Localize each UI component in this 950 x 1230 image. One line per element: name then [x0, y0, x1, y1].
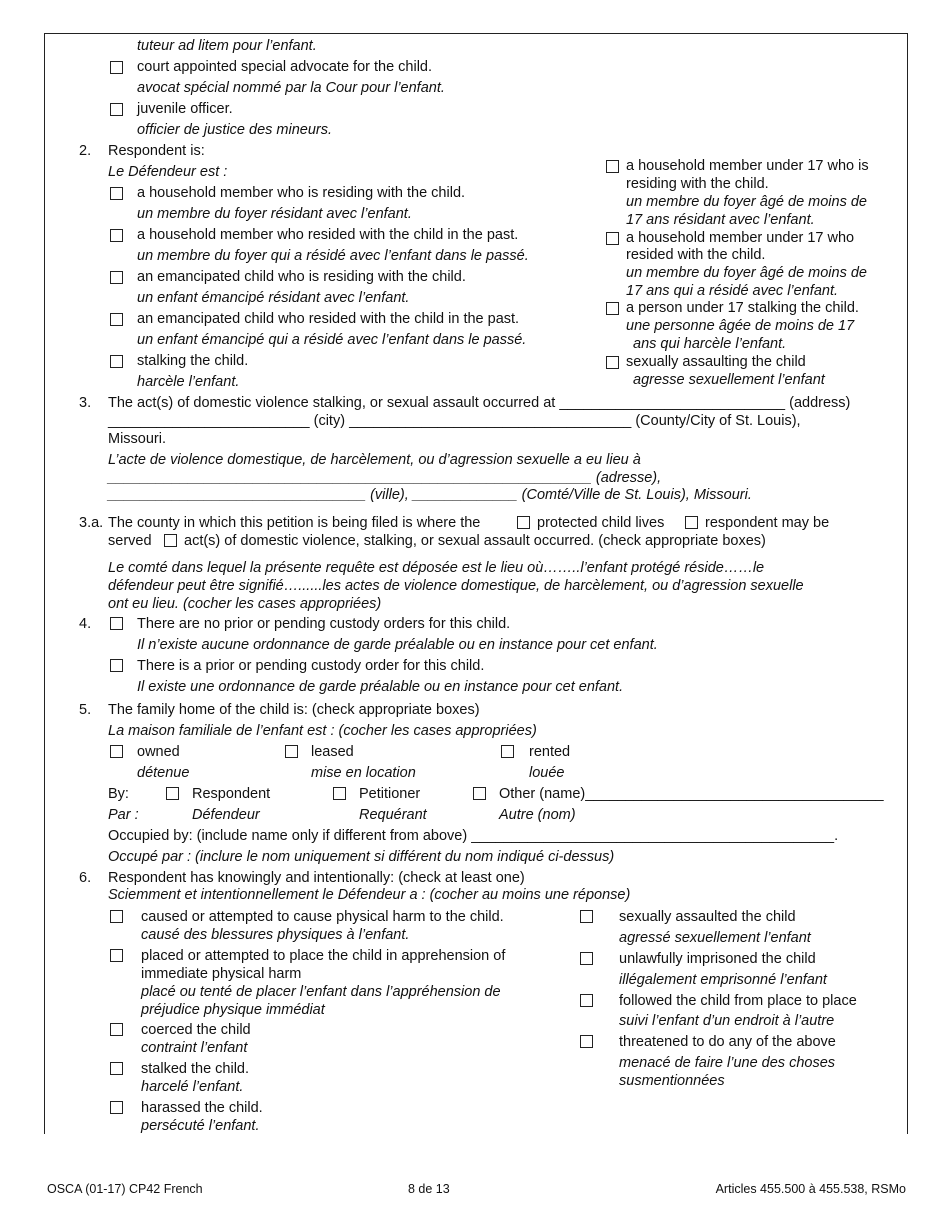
footer-statute: Articles 455.500 à 455.538, RSMo	[715, 1182, 906, 1196]
leased-label: leased	[311, 744, 354, 760]
custody-order-label-fr: Il existe une ordonnance de garde préalable ou en instance pour cet enfant.	[137, 679, 624, 695]
protected-child-lives-label: protected child lives	[537, 515, 665, 531]
s2-option-label-fr: un membre du foyer résidant avec l’enfant.	[137, 206, 412, 222]
section-6-title-fr: Sciemment et intentionnellement le Défendeur a : (cocher au moins une réponse)	[108, 887, 631, 903]
county-text: served	[108, 533, 152, 549]
section-6-number: 6.	[79, 870, 92, 886]
s2-right-label: residing with the child.	[626, 176, 769, 192]
by-label: By:	[108, 786, 129, 802]
apprehension-checkbox[interactable]	[110, 949, 123, 962]
section-6-title: Respondent has knowingly and intentionally: (check at least one)	[108, 870, 525, 886]
s2-option-label-fr: un membre du foyer qui a résidé avec l’enfant dans le passé.	[137, 248, 529, 264]
stalked-checkbox[interactable]	[110, 1062, 123, 1075]
location-address-line-fr[interactable]: ____________________________________________________________ (adresse),	[108, 470, 662, 486]
by-label-fr: Par :	[108, 807, 139, 823]
footer-page-number: 8 de 13	[408, 1182, 450, 1196]
physical-harm-label: caused or attempted to cause physical harm to the child.	[141, 909, 504, 925]
followed-checkbox[interactable]	[580, 994, 593, 1007]
s2-option-checkbox[interactable]	[110, 313, 123, 326]
s2-right-label-fr: 17 ans qui a résidé avec l’enfant.	[626, 283, 838, 299]
imprisoned-label: unlawfully imprisoned the child	[619, 951, 816, 967]
harassed-checkbox[interactable]	[110, 1101, 123, 1114]
no-custody-order-checkbox[interactable]	[110, 617, 123, 630]
juvenile-officer-label: juvenile officer.	[137, 101, 233, 117]
respondent-owner-label-fr: Défendeur	[192, 807, 260, 823]
s2-option-label-fr: un enfant émancipé qui a résidé avec l’enfant dans le passé.	[137, 332, 527, 348]
county-text-fr: ont eu lieu. (cocher les cases appropriées)	[108, 596, 382, 612]
followed-label: followed the child from place to place	[619, 993, 857, 1009]
juvenile-officer-checkbox[interactable]	[110, 103, 123, 116]
s2-right-label: a person under 17 stalking the child.	[626, 300, 859, 316]
no-custody-order-label: There are no prior or pending custody orders for this child.	[137, 616, 511, 632]
casa-checkbox[interactable]	[110, 61, 123, 74]
threatened-label-fr: susmentionnées	[619, 1073, 725, 1089]
other-owner-checkbox[interactable]	[473, 787, 486, 800]
section-2-title-fr: Le Défendeur est :	[108, 164, 228, 180]
protected-child-lives-checkbox[interactable]	[517, 516, 530, 529]
location-address-line[interactable]: The act(s) of domestic violence stalking, or sexual assault occurred at ____________________________ (address)	[108, 395, 851, 411]
owned-label: owned	[137, 744, 180, 760]
section-5-title: The family home of the child is: (check appropriate boxes)	[108, 702, 480, 718]
coerced-checkbox[interactable]	[110, 1023, 123, 1036]
section-5-number: 5.	[79, 702, 92, 718]
petitioner-owner-label-fr: Requérant	[359, 807, 427, 823]
imprisoned-checkbox[interactable]	[580, 952, 593, 965]
threatened-label-fr: menacé de faire l’une des choses	[619, 1055, 836, 1071]
imprisoned-label-fr: illégalement emprisonné l’enfant	[619, 972, 827, 988]
respondent-served-label: respondent may be	[705, 515, 830, 531]
s2-option-label: a household member who is residing with the child.	[137, 185, 466, 201]
section-4-number: 4.	[79, 616, 92, 632]
s2-option-checkbox[interactable]	[110, 229, 123, 242]
apprehension-label: immediate physical harm	[141, 966, 302, 982]
harassed-label-fr: persécuté l’enfant.	[141, 1118, 260, 1134]
sexual-assault-checkbox[interactable]	[580, 910, 593, 923]
rented-label-fr: louée	[529, 765, 565, 781]
apprehension-label-fr: placé ou tenté de placer l’enfant dans l’appréhension de	[141, 984, 501, 1000]
s2-right-label: a household member under 17 who	[626, 230, 855, 246]
s2-option-label: a household member who resided with the child in the past.	[137, 227, 519, 243]
section-2-number: 2.	[79, 143, 92, 159]
rented-checkbox[interactable]	[501, 745, 514, 758]
s2-right-label-fr: un membre du foyer âgé de moins de	[626, 194, 867, 210]
casa-label-fr: avocat spécial nommé par la Cour pour l’enfant.	[137, 80, 445, 96]
s2-right-label-fr: une personne âgée de moins de 17	[626, 318, 855, 334]
threatened-checkbox[interactable]	[580, 1035, 593, 1048]
threatened-label: threatened to do any of the above	[619, 1034, 836, 1050]
s2-option-checkbox[interactable]	[110, 355, 123, 368]
custody-order-checkbox[interactable]	[110, 659, 123, 672]
owned-checkbox[interactable]	[110, 745, 123, 758]
physical-harm-label-fr: causé des blessures physiques à l’enfant.	[141, 927, 410, 943]
rented-label: rented	[529, 744, 571, 760]
followed-label-fr: suivi l’enfant d’un endroit à l’autre	[619, 1013, 835, 1029]
s2-right-label: sexually assaulting the child	[626, 354, 806, 370]
s2-option-label: an emancipated child who is residing with the child.	[137, 269, 466, 285]
footer-form-id: OSCA (01-17) CP42 French	[47, 1182, 203, 1196]
county-text-fr: défendeur peut être signifié…......les actes de violence domestique, de harcèlement, ou d’agression sexuelle	[108, 578, 804, 594]
s2-option-label: an emancipated child who resided with the child in the past.	[137, 311, 520, 327]
location-text-fr: L’acte de violence domestique, de harcèlement, ou d’agression sexuelle a eu lieu à	[108, 452, 641, 468]
occupied-by-label-fr: Occupé par : (inclure le nom uniquement si différent du nom indiqué ci-dessus)	[108, 849, 615, 865]
s2-option-label-fr: un enfant émancipé résidant avec l’enfant.	[137, 290, 410, 306]
s2-right-checkbox[interactable]	[606, 302, 619, 315]
coerced-label-fr: contraint l’enfant	[141, 1040, 248, 1056]
owned-label-fr: détenue	[137, 765, 190, 781]
petitioner-owner-checkbox[interactable]	[333, 787, 346, 800]
section-5-title-fr: La maison familiale de l’enfant est : (cocher les cases appropriées)	[108, 723, 537, 739]
apprehension-label: placed or attempted to place the child in apprehension of	[141, 948, 506, 964]
s2-right-label: a household member under 17 who is	[626, 158, 869, 174]
location-city-line-fr[interactable]: ________________________________ (ville), _____________ (Comté/Ville de St. Louis), Missouri.	[108, 487, 752, 503]
no-custody-order-label-fr: Il n’existe aucune ordonnance de garde préalable ou en instance pour cet enfant.	[137, 637, 658, 653]
other-owner-label-fr: Autre (nom)	[499, 807, 576, 823]
location-city-line[interactable]: _________________________ (city) ___________________________________ (County/City of St. Louis),	[108, 413, 801, 429]
s2-right-label: resided with the child.	[626, 247, 766, 263]
s2-option-label-fr: harcèle l’enfant.	[137, 374, 240, 390]
section-3a-number: 3.a.	[79, 515, 104, 531]
petitioner-owner-label: Petitioner	[359, 786, 421, 802]
occupied-by-field[interactable]: Occupied by: (include name only if different from above) _____________________________________________.	[108, 828, 839, 844]
respondent-served-checkbox[interactable]	[685, 516, 698, 529]
county-text: The county in which this petition is being filed is where the	[108, 515, 481, 531]
s2-right-checkbox[interactable]	[606, 356, 619, 369]
acts-occurred-checkbox[interactable]	[164, 534, 177, 547]
county-text-fr: Le comté dans lequel la présente requête est déposée est le lieu où……..l’enfant protégé réside……le	[108, 560, 765, 576]
section-3-number: 3.	[79, 395, 92, 411]
acts-occurred-label: act(s) of domestic violence, stalking, or sexual assault occurred. (check appropriate boxes)	[184, 533, 766, 549]
other-owner-name-field[interactable]: Other (name)_____________________________________	[499, 786, 884, 802]
s2-option-label: stalking the child.	[137, 353, 249, 369]
sexual-assault-label-fr: agressé sexuellement l’enfant	[619, 930, 811, 946]
harassed-label: harassed the child.	[141, 1100, 263, 1116]
physical-harm-checkbox[interactable]	[110, 910, 123, 923]
s2-right-label-fr: agresse sexuellement l’enfant	[633, 372, 825, 388]
s2-right-checkbox[interactable]	[606, 232, 619, 245]
stalked-label: stalked the child.	[141, 1061, 250, 1077]
custody-order-label: There is a prior or pending custody order for this child.	[137, 658, 485, 674]
coerced-label: coerced the child	[141, 1022, 251, 1038]
s2-option-checkbox[interactable]	[110, 271, 123, 284]
apprehension-label-fr: préjudice physique immédiat	[141, 1002, 325, 1018]
sexual-assault-label: sexually assaulted the child	[619, 909, 796, 925]
tuteur-text-fr: tuteur ad litem pour l’enfant.	[137, 38, 317, 54]
leased-label-fr: mise en location	[311, 765, 416, 781]
location-state: Missouri.	[108, 431, 167, 447]
leased-checkbox[interactable]	[285, 745, 298, 758]
juvenile-officer-label-fr: officier de justice des mineurs.	[137, 122, 333, 138]
respondent-owner-label: Respondent	[192, 786, 271, 802]
s2-right-label-fr: ans qui harcèle l’enfant.	[633, 336, 787, 352]
respondent-owner-checkbox[interactable]	[166, 787, 179, 800]
casa-label: court appointed special advocate for the child.	[137, 59, 433, 75]
section-2-title: Respondent is:	[108, 143, 205, 159]
s2-right-checkbox[interactable]	[606, 160, 619, 173]
s2-option-checkbox[interactable]	[110, 187, 123, 200]
s2-right-label-fr: 17 ans résidant avec l’enfant.	[626, 212, 815, 228]
s2-right-label-fr: un membre du foyer âgé de moins de	[626, 265, 867, 281]
stalked-label-fr: harcelé l’enfant.	[141, 1079, 244, 1095]
